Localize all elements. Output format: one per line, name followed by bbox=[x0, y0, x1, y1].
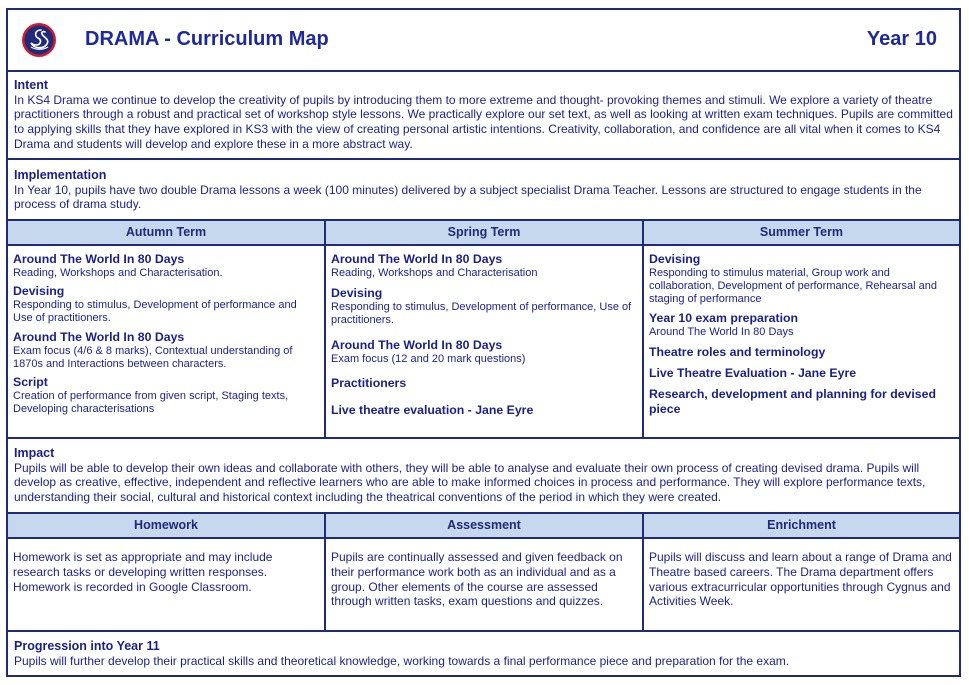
summer-topic-title: Theatre roles and terminology bbox=[649, 344, 826, 359]
homework-text: Homework is set as appropriate and may include research tasks or developing written responses. Homework is recorded in Google Classroom. bbox=[13, 550, 273, 594]
autumn-topic-title: Devising bbox=[13, 284, 65, 299]
impact-heading: Impact bbox=[14, 446, 55, 460]
summer-topic-title: Research, development and planning for devised piece bbox=[649, 386, 936, 416]
spring-term-header: Spring Term bbox=[447, 225, 521, 239]
spring-topic-desc: Exam focus (12 and 20 mark questions) bbox=[331, 352, 526, 365]
summer-column bbox=[644, 250, 959, 419]
homework-header: Homework bbox=[134, 518, 198, 532]
implementation-section bbox=[8, 166, 959, 214]
page-header bbox=[8, 10, 959, 72]
impact-section bbox=[8, 444, 959, 507]
year-label: Year 10 bbox=[866, 28, 937, 50]
progression-section bbox=[8, 637, 959, 670]
intent-text: In KS4 Drama we continue to develop the creativity of pupils by introducing them to more extreme and thought- provoking themes and stimuli. We explore a variety of theatre practitioners through a robust and practical set of workshop style lessons. We practically explore our set text, as well as looking at written exam techniques. Pupils are committed to applying skills that they have explored in KS3 with the view of creating personal artistic intentions. Creativity, collaboration, and confidence are all vital when it comes to KS4 Drama and students will develop and explore these in a more abstract way. bbox=[14, 92, 953, 151]
curriculum-map bbox=[6, 8, 961, 677]
autumn-topic-desc: Responding to stimulus, Development of performance and Use of practitioners. bbox=[13, 299, 297, 325]
spring-topic-title: Devising bbox=[331, 286, 383, 301]
autumn-topic-desc: Reading, Workshops and Characterisation. bbox=[13, 267, 223, 279]
autumn-topic-desc: Creation of performance from given script, Staging texts, Developing characterisations bbox=[13, 390, 289, 416]
summer-topic-desc: Around The World In 80 Days bbox=[649, 325, 794, 338]
implementation-text: In Year 10, pupils have two double Drama lessons a week (100 minutes) delivered by a subject specialist Drama Teacher. Lessons are structured to engage students in the process of drama study. bbox=[14, 182, 922, 212]
terms-header-bar bbox=[8, 219, 959, 246]
summer-topic-title: Devising bbox=[649, 252, 701, 266]
spring-topic-title: Practitioners bbox=[331, 375, 407, 390]
summer-topic-desc: Responding to stimulus material, Group work and collaboration, Development of performance, Rehearsal and staging of performance bbox=[649, 267, 937, 306]
summer-term-header: Summer Term bbox=[759, 225, 844, 239]
intent-heading: Intent bbox=[14, 78, 49, 92]
spring-topic-title: Around The World In 80 Days bbox=[331, 337, 503, 352]
progression-heading: Progression into Year 11 bbox=[14, 639, 160, 653]
spring-topic-desc: Responding to stimulus, Development of performance, Use of practitioners. bbox=[331, 301, 632, 327]
autumn-topic-title: Script bbox=[13, 375, 48, 390]
spring-topic-title: Around The World In 80 Days bbox=[331, 252, 503, 266]
intent-section bbox=[8, 76, 959, 154]
progression-text: Pupils will further develop their practical skills and theoretical knowledge, working towards a final performance piece and preparation for the exam. bbox=[14, 653, 790, 668]
enrichment-header: Enrichment bbox=[767, 518, 836, 532]
impact-text: Pupils will be able to develop their own ideas and collaborate with others, they will be able to analyse and evaluate their own process of creating devised drama. Pupils will develop as creative, effective, independent and reflective learners who are able to make informed choices in process and performance. They will explore performance texts, understanding their social, cultural and historical context including the theatrical conventions of the period in which they were created. bbox=[14, 460, 926, 505]
assessment-header: Assessment bbox=[447, 518, 521, 532]
enrichment-text: Pupils will discuss and learn about a range of Drama and Theatre based careers. The Drama department offers various extracurricular opportunities through Cygnus and Activities Week. bbox=[649, 550, 952, 609]
spring-topic-desc: Reading, Workshops and Characterisation bbox=[331, 267, 538, 279]
autumn-term-header: Autumn Term bbox=[125, 225, 207, 239]
summer-topic-title: Year 10 exam preparation bbox=[649, 310, 799, 325]
assessment-text: Pupils are continually assessed and given feedback on their performance work both as an individual and as a group. Other elements of the course are assessed through written tasks, exam questions and quizzes. bbox=[331, 550, 623, 609]
extras-header-bar bbox=[8, 512, 959, 539]
autumn-topic-desc: Exam focus (4/6 & 8 marks), Contextual understanding of 1870s and Interactions between characters. bbox=[13, 344, 293, 370]
autumn-topic-title: Around The World In 80 Days bbox=[13, 329, 185, 344]
swan-logo-icon bbox=[21, 22, 57, 58]
spring-topic-title: Live theatre evaluation - Jane Eyre bbox=[331, 402, 534, 417]
spring-column bbox=[326, 250, 642, 420]
autumn-column bbox=[8, 250, 324, 418]
page-title: DRAMA - Curriculum Map bbox=[85, 28, 329, 50]
summer-topic-title: Live Theatre Evaluation - Jane Eyre bbox=[649, 365, 857, 380]
implementation-heading: Implementation bbox=[14, 168, 107, 182]
autumn-topic-title: Around The World In 80 Days bbox=[13, 252, 185, 266]
